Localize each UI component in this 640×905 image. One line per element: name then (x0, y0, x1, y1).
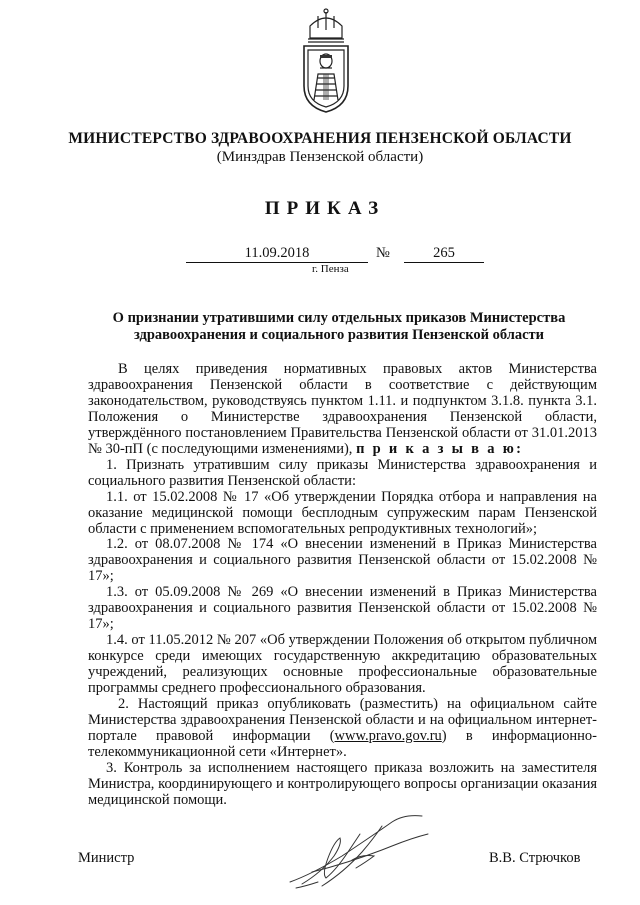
item-1-3: 1.3. от 05.09.2008 № 269 «О внесении изменений в Приказ Министерства здравоохранения и социального развития Пензенской области от 15.02.2008 № 17»; (88, 584, 597, 633)
order-body (88, 362, 597, 809)
document-type-title: ПРИКАЗ (264, 198, 386, 219)
penza-coat-of-arms-icon (296, 8, 356, 116)
signatory-name: В.В. Стрючков (489, 850, 581, 866)
ministry-short-name: (Минздрав Пензенской области) (216, 149, 424, 165)
item-2-text-start: 2. Настоящий приказ опубликовать (разместить) на официальном сайте Министерства здравоохранения Пензенской области и на официальном интернет-портале правовой информации ( (88, 696, 597, 744)
order-subject: О признании утратившими силу отдельных приказов Министерства здравоохранения и социального развития Пензенской области (112, 310, 566, 343)
signatory-position: Министр (78, 850, 135, 866)
item-1-2: 1.2. от 08.07.2008 № 174 «О внесении изменений в Приказ Министерства здравоохранения и социального развития Пензенской области от 15.02.2008 № 17»; (88, 536, 597, 585)
preamble-text: В целях приведения нормативных правовых актов Министерства здравоохранения Пензенской области в соответствие с действующим законодательством, руководствуясь пунктом 1.11. и подпунктом 3.1.8. пункта 3.1. Положения о Министерстве здравоохранения Пензенской области, утверждённого постановлением Правительства Пензенской области от 31.01.2013 № 30-пП (с последующими изменениями), (88, 361, 597, 457)
order-number: 265 (404, 246, 484, 263)
preamble-paragraph (88, 362, 597, 458)
item-2-text-end: ) в информационно-телекоммуникационной сети «Интернет». (88, 727, 597, 760)
number-sign: № (376, 245, 390, 261)
handwritten-signature-icon (282, 812, 432, 892)
item-1-1: 1.1. от 15.02.2008 № 17 «Об утверждении Порядка отбора и направления на оказание медицинской помощи бесплодным супружеским парам Пензенской области с применением вспомогательных репродуктивных технологий»; (88, 488, 597, 537)
item-2 (88, 697, 597, 761)
ministry-name: МИНИСТЕРСТВО ЗДРАВООХРАНЕНИЯ ПЕНЗЕНСКОЙ ОБЛАСТИ (68, 130, 572, 147)
item-1: 1. Признать утратившим силу приказы Министерства здравоохранения и социального развития Пензенской области: (88, 456, 597, 489)
city-label: г. Пенза (312, 263, 349, 275)
item-3: 3. Контроль за исполнением настоящего приказа возложить на заместителя Министра, координирующего и контролирующего вопросы организации оказания медицинской помощи. (88, 759, 597, 808)
order-date: 11.09.2018 (186, 246, 368, 263)
order-word: п р и к а з ы в а ю: (356, 440, 524, 457)
item-1-4: 1.4. от 11.05.2012 № 207 «Об утверждении Положения об открытом публичном конкурсе среди имеющих государственную аккредитацию образовательных учреждений, реализующих основные профессиональные образовательные программы среднего профессионального образования. (88, 632, 597, 697)
pravo-gov-link[interactable]: www.pravo.gov.ru (334, 727, 442, 744)
